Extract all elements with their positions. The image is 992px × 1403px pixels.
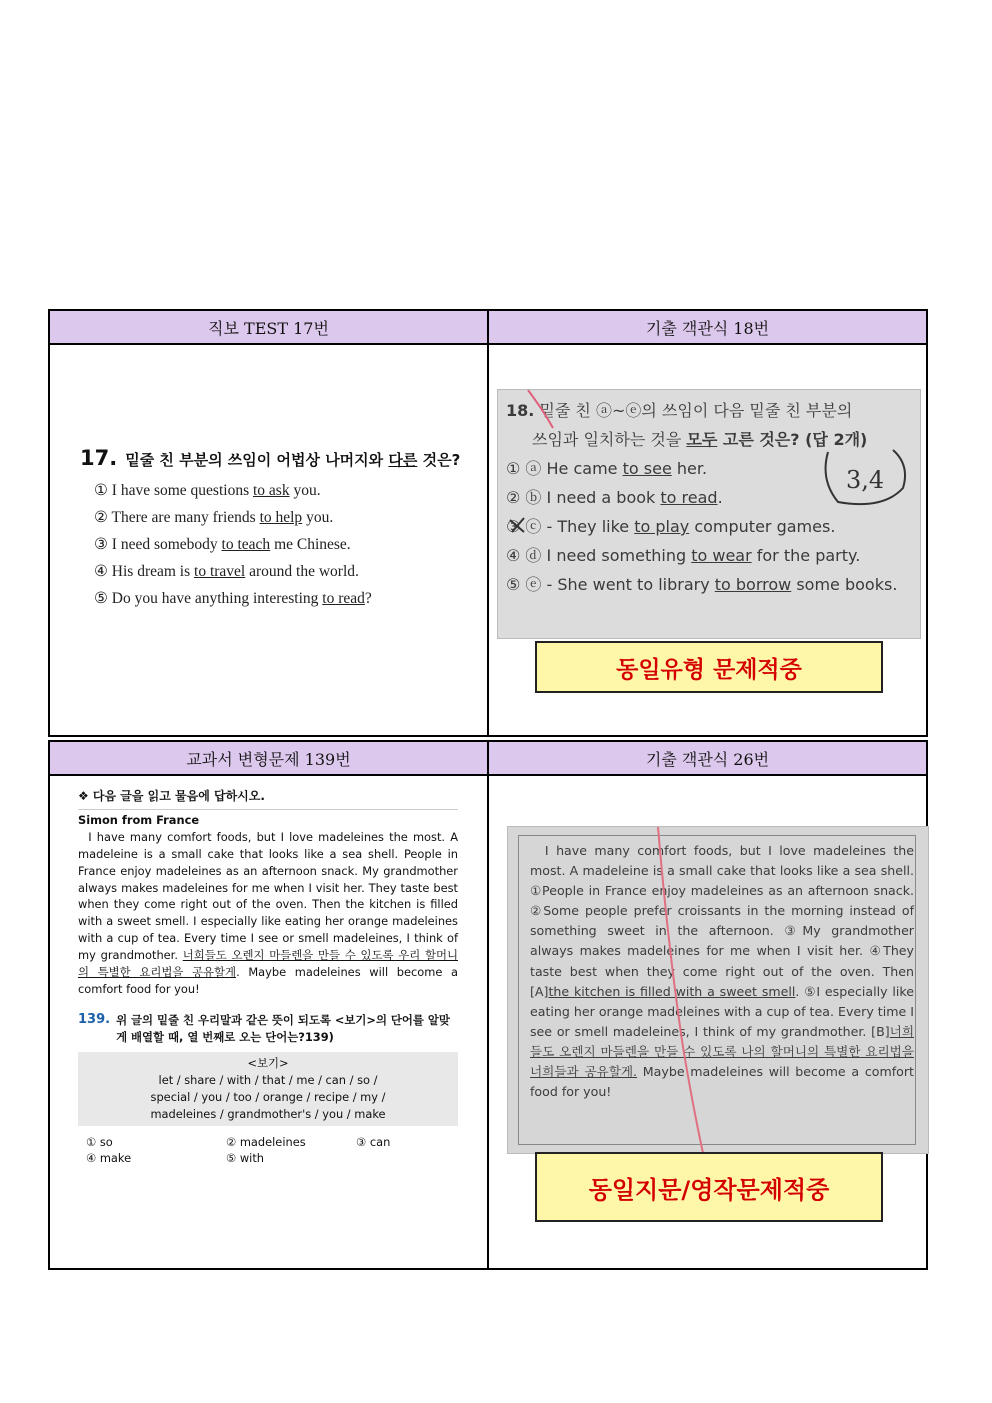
- question-17-cell: [48, 343, 489, 737]
- table-row-2: [48, 740, 930, 1270]
- option-underlined: to play: [634, 517, 690, 536]
- option-text-end: me Chinese.: [270, 536, 351, 553]
- option-text: Do you have anything interesting: [111, 590, 323, 607]
- option-text: I need somebody: [111, 536, 222, 553]
- option-number: ①: [94, 482, 108, 499]
- option-3: ③ can: [356, 1134, 391, 1149]
- option-1: ① so: [86, 1134, 113, 1149]
- passage-139: [78, 788, 458, 1166]
- question-17-text: [80, 445, 470, 473]
- header-cell-right-2: 기출 객관식 26번: [487, 740, 928, 776]
- option-underlined: to wear: [691, 546, 752, 565]
- option-underlined: to ask: [252, 482, 290, 499]
- option-text-end: her.: [671, 459, 708, 478]
- option-underlined: to travel: [194, 563, 246, 580]
- option-text-end: for the party.: [751, 546, 861, 565]
- option-1: [94, 481, 470, 508]
- option-underlined: to see: [622, 459, 672, 478]
- question-17-text-a: 밑줄 친 부분의 쓰임이 어법상 나머지와: [125, 451, 389, 469]
- option-underlined: to help: [259, 509, 303, 526]
- header-cell-left-1: 직보 TEST 17번: [48, 309, 489, 345]
- passage-text-b: . Maybe madeleines will become a comfort food for you!: [78, 965, 458, 996]
- comparison-table: [48, 309, 930, 1270]
- option-3: [94, 535, 470, 562]
- passage-text-c: Maybe madeleines will become a comfort food for you!: [530, 1064, 914, 1100]
- passage-title: Simon from France: [78, 809, 458, 829]
- option-text: I have some questions: [111, 482, 253, 499]
- option-text-end: you.: [289, 482, 321, 499]
- option-text-end: ?: [364, 590, 372, 607]
- option-5: [94, 589, 470, 616]
- option-text-end: some books.: [791, 575, 898, 594]
- option-number: ④: [94, 563, 108, 580]
- hit-stamp-26: 동일지문/영작문제적중: [535, 1152, 883, 1222]
- option-underlined: to read: [660, 488, 718, 507]
- option-text: There are many friends: [111, 509, 260, 526]
- question-139-text: 위 글의 밑줄 친 우리말과 같은 뜻이 되도록 <보기>의 단어를 알맞게 배열할 때, 열 번째로 오는 단어는?139): [116, 1012, 450, 1044]
- question-139-options: [86, 1134, 458, 1166]
- exam-photo-18: [497, 389, 921, 639]
- option-text: I need a book: [541, 488, 661, 507]
- passage-underlined-b: 너희들도 오렌지 마들렌을 만들 수 있도록 나의 할머니의 특별한 요리법을 너희들과 공유할게.: [530, 1023, 914, 1080]
- passage-underlined: 너희들도 오렌지 마들렌을 만들 수 있도록 우리 할머니의 특별한 요리법을 공유할게: [78, 948, 459, 980]
- red-pen-marks: [498, 390, 920, 638]
- example-box-line-2: special / you / too / orange / recipe / my /: [150, 1089, 386, 1104]
- option-text-end: .: [717, 488, 723, 507]
- question-17-options: [94, 481, 470, 616]
- passage-text-a: I have many comfort foods, but I love madeleines the most. A madeleine is a small cake that looks like a sea shell. People in France enjoy madeleines as an afternoon snack. My grandmother always makes madeleines for me when I visit her. They taste best when they come right out of the oven. Then the kitchen is filled with a sweet smell. I especially like eating her orange madeleines with a cup of tea. Every time I see or smell madeleines, I think of my grandmother.: [78, 829, 458, 963]
- exam-photo-26: [507, 826, 929, 1154]
- answer-handwriting: 3,4: [846, 466, 885, 494]
- option-number: ① ⓐ: [506, 459, 542, 478]
- question-17: [80, 445, 470, 616]
- passage-text: [78, 829, 458, 998]
- hit-stamp-18: 동일유형 문제적중: [535, 641, 883, 693]
- option-underlined: to teach: [221, 536, 271, 553]
- option-number: ⑤ ⓔ: [506, 575, 542, 594]
- question-139-number: 139.: [78, 1011, 111, 1027]
- question-18-cell: [487, 343, 928, 737]
- header-cell-right-1: 기출 객관식 18번: [487, 309, 928, 345]
- option-2: ② madeleines: [226, 1134, 306, 1149]
- option-text-end: around the world.: [245, 563, 359, 580]
- question-139-cell: [48, 774, 489, 1270]
- question-17-text-b: 것은?: [417, 451, 461, 469]
- option-4: [94, 562, 470, 589]
- question-18-text-2b: 고른 것은? (답 2개): [717, 430, 868, 449]
- option-text: I need something: [541, 546, 692, 565]
- option-number: ⑤: [94, 590, 108, 607]
- example-box: [78, 1052, 458, 1126]
- option-text-end: computer games.: [689, 517, 836, 536]
- example-box-line-3: madeleines / grandmother's / you / make: [150, 1106, 386, 1121]
- question-139: [78, 1012, 458, 1046]
- passage-text-a: I have many comfort foods, but I love madeleines the most. A madeleine is a small cake that looks like a sea shell. ①People in France enjoy madeleines as an afternoon snack. ②Some people prefer croissants in the morning instead of something sweet in the afternoon. ③My grandmother always makes madeleines for me when I visit her. ④They taste best when they come right out of the oven. Then [A]: [530, 843, 914, 999]
- example-box-line-1: let / share / with / that / me / can / so /: [158, 1072, 378, 1087]
- example-box-title: <보기>: [247, 1055, 289, 1070]
- passage-text-b: . ⑤I especially like eating her orange madeleines with a cup of tea. Every time I see or smell madeleines, I think of my grandmother. [B]: [530, 983, 914, 1039]
- direction-text: ❖ 다음 글을 읽고 물음에 답하시오.: [78, 789, 265, 803]
- passage-underlined-a: the kitchen is filled with a sweet smell: [548, 983, 796, 999]
- red-pen-line: [508, 827, 928, 1153]
- option-number: ③: [94, 536, 108, 553]
- question-26-cell: [487, 774, 928, 1270]
- header-cell-left-2: 교과서 변형문제 139번: [48, 740, 489, 776]
- question-18-text-2a: 쓰임과 일치하는 것을: [532, 430, 687, 449]
- option-4: ④ make: [86, 1150, 132, 1165]
- question-18-text-1: 밑줄 친 ⓐ~ⓔ의 쓰임이 다음 밑줄 친 부분의: [539, 401, 853, 420]
- option-underlined: to borrow: [714, 575, 792, 594]
- question-18-number: 18.: [506, 401, 535, 420]
- option-text: He came: [541, 459, 623, 478]
- question-17-number: 17.: [80, 446, 118, 470]
- option-2: [94, 508, 470, 535]
- option-text: - They like: [541, 517, 635, 536]
- option-number: ④ ⓓ: [506, 546, 542, 565]
- option-text-end: you.: [302, 509, 334, 526]
- option-5: ⑤ with: [226, 1150, 264, 1165]
- option-text: His dream is: [111, 563, 195, 580]
- question-18-text-2u: 모두: [686, 430, 718, 449]
- option-number: ③ ⓒ: [506, 517, 542, 536]
- option-number: ② ⓑ: [506, 488, 542, 507]
- table-row-1: [48, 309, 930, 737]
- question-17-text-underlined: 다른: [388, 451, 418, 469]
- option-number: ②: [94, 509, 108, 526]
- option-underlined: to read: [322, 590, 365, 607]
- option-text: - She went to library: [541, 575, 715, 594]
